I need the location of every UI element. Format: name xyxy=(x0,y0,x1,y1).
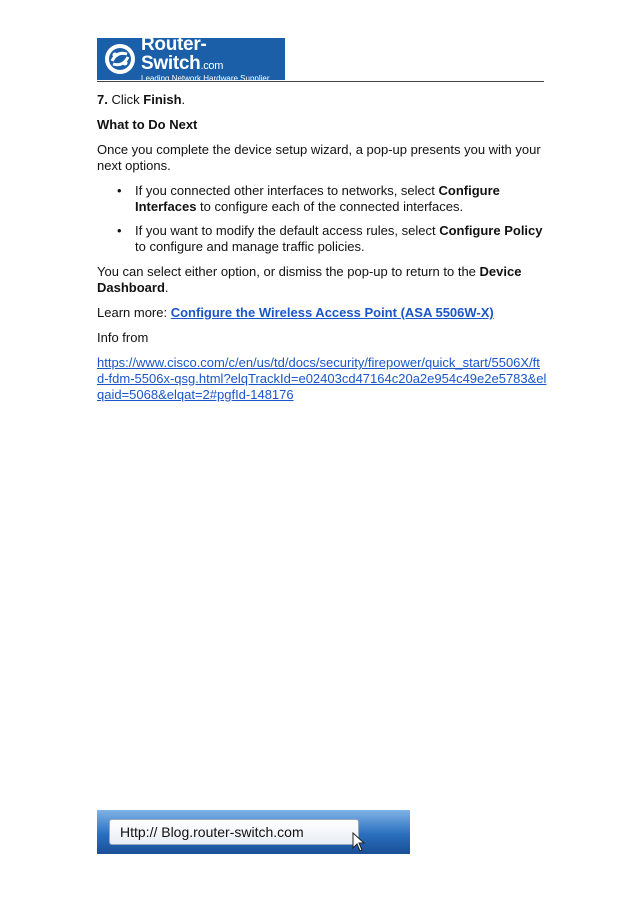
info-label: Info from xyxy=(97,330,149,345)
option-paragraph: You can select either option, or dismiss the pop-up to return to the Device Dashboard. xyxy=(97,264,522,295)
router-switch-logo xyxy=(97,34,285,83)
list-item: • If you connected other interfaces to networks, select Configure Interfaces to configure each of the connected interfaces. xyxy=(117,183,500,214)
logo-name: Router-Switch.com xyxy=(141,34,224,74)
header-divider xyxy=(97,81,544,82)
bullet-icon: • xyxy=(117,183,122,198)
wireless-ap-link[interactable]: Configure the Wireless Access Point (ASA 5506W-X) xyxy=(170,305,494,320)
logo-tagline: Leading Network Hardware Supplier xyxy=(141,74,270,83)
step-number: 7. xyxy=(97,92,108,107)
source-url-link[interactable]: https://www.cisco.com/c/en/us/td/docs/security/firepower/quick_start/5506X/ftd-fdm-5506x-qsg.html?elqTrackId=e02403cd47164c20a2e954c49e2e5783&elqaid=5068&elqat=2#pgfId-148176 xyxy=(97,355,547,402)
step-paragraph: 7. Click Finish. xyxy=(97,92,186,107)
list-item: • If you want to modify the default access rules, select Configure Policy to configure and manage traffic policies. xyxy=(117,223,543,254)
section-heading: What to Do Next xyxy=(97,117,198,132)
intro-paragraph: Once you complete the device setup wizard, a pop-up presents you with your next options. xyxy=(97,142,541,173)
blog-banner[interactable] xyxy=(97,810,410,854)
mouse-cursor-icon xyxy=(351,832,367,852)
learn-more: Learn more: Configure the Wireless Access Point (ASA 5506W-X) xyxy=(97,305,494,320)
router-switch-logo-icon xyxy=(103,42,137,76)
bullet-icon: • xyxy=(117,223,122,238)
step-action: Finish xyxy=(143,92,182,107)
banner-text: Http:// Blog.router-switch.com xyxy=(109,819,359,845)
logo-suffix: .com xyxy=(200,60,224,72)
source-paragraph xyxy=(97,355,547,403)
document-body xyxy=(97,92,547,412)
options-list xyxy=(97,183,547,255)
